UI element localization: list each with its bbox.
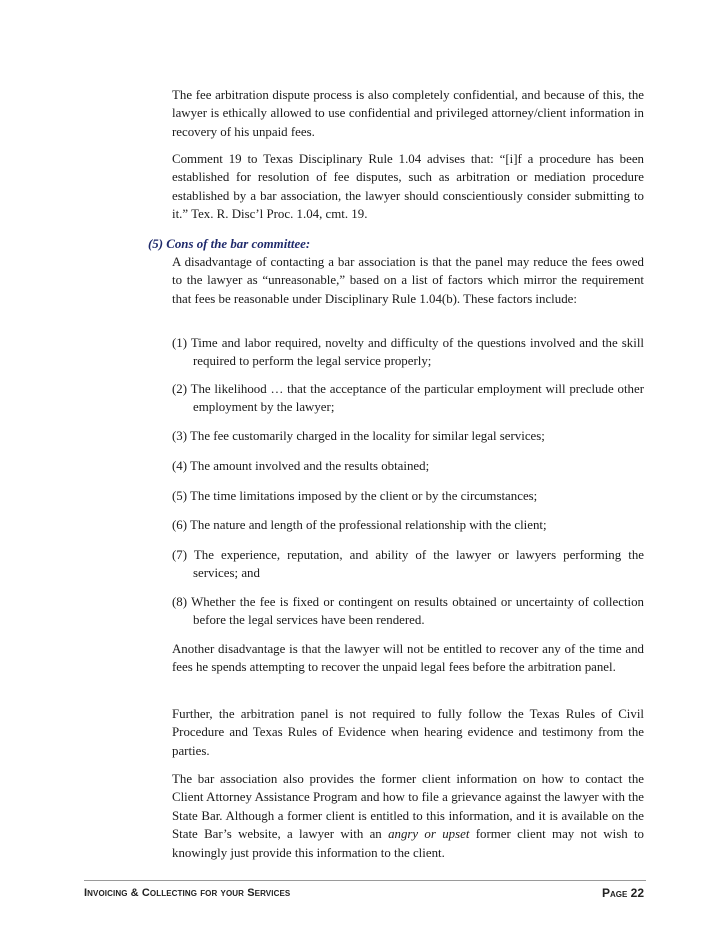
paragraph-comment-19: Comment 19 to Texas Disciplinary Rule 1.04 advises that: “[i]f a procedure has been established for resolution of fee disputes, such as arbitration or mediation procedure established by a bar association, the lawyer should conscientiously consider submitting to it.” Tex. R. Disc’l Proc. 1.04, cmt. 19.: [172, 152, 644, 222]
section-heading-cons: (5) Cons of the bar committee:: [148, 237, 311, 251]
paragraph-text-end: former client may not wish to knowingly just provide this information to the client.: [172, 827, 644, 860]
list-item: (5) The time limitations imposed by the client or by the circumstances;: [172, 489, 538, 503]
footer-document-title: Invoicing & Collecting for your Services: [84, 887, 291, 899]
footer-divider: [84, 880, 646, 881]
paragraph-confidentiality: The fee arbitration dispute process is also completely confidential, and because of this, the lawyer is ethically allowed to use confidential and privileged attorney/client information in recovery of his unpaid fees.: [172, 88, 644, 139]
list-item: (6) The nature and length of the professional relationship with the client;: [172, 518, 547, 532]
paragraph-disadvantage: A disadvantage of contacting a bar association is that the panel may reduce the fees owed to the lawyer as “unreasonable,” based on a list of factors which mirror the requirement that fees be reasonable under Disciplinary Rule 1.04(b). These factors include:: [172, 255, 644, 306]
list-item: (8) Whether the fee is fixed or contingent on results obtained or uncertainty of collection before the legal services have been rendered.: [172, 595, 644, 628]
paragraph-no-recovery: Another disadvantage is that the lawyer will not be entitled to recover any of the time and fees he spends attempting to recover the unpaid legal fees before the arbitration panel.: [172, 642, 644, 675]
list-item: (4) The amount involved and the results obtained;: [172, 459, 430, 473]
paragraph-rules-not-followed: Further, the arbitration panel is not required to fully follow the Texas Rules of Civil Procedure and Texas Rules of Evidence when hearing evidence and testimony from the parties.: [172, 707, 644, 758]
paragraph-text-start: The bar association also provides the former client information on how to contact the Client Attorney Assistance Program and how to file a grievance against the lawyer with the State Bar. Although a former client is entitled to this information, and it is available on the State Bar’s website, a lawyer with an: [172, 772, 644, 842]
list-item: (7) The experience, reputation, and ability of the lawyer or lawyers performing the services; and: [172, 548, 644, 581]
footer-page-number: Page 22: [601, 886, 644, 900]
paragraph-client-assistance: [172, 770, 644, 862]
list-item: (3) The fee customarily charged in the locality for similar legal services;: [172, 429, 545, 443]
emphasis-angry-upset: angry or upset: [388, 827, 470, 842]
list-item: (2) The likelihood … that the acceptance of the particular employment will preclude other employment by the lawyer;: [172, 382, 644, 415]
list-item: (1) Time and labor required, novelty and difficulty of the questions involved and the skill required to perform the legal service properly;: [172, 336, 644, 369]
